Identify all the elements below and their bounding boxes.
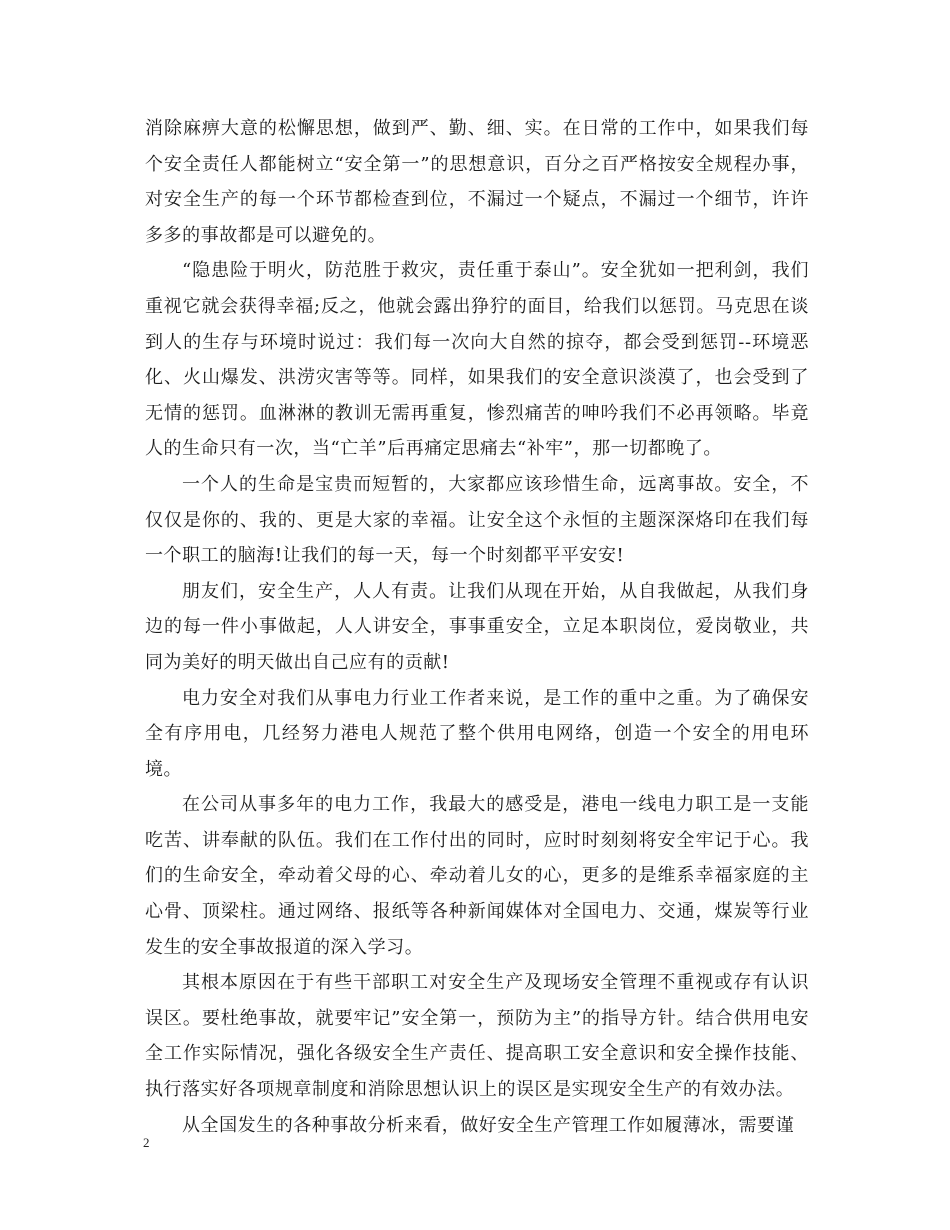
paragraph-5: 电力安全对我们从事电力行业工作者来说，是工作的重中之重。为了确保安全有序用电，几经努力港电人规范了整个供用电网络，创造一个安全的用电环境。 bbox=[145, 687, 809, 780]
paragraph-7: 其根本原因在于有些干部职工对安全生产及现场安全管理不重视或存有认识误区。要杜绝事故，就要牢记”安全第一，预防为主”的指导方针。结合供用电安全工作实际情况，强化各级安全生产责任、提高职工安全意识和安全操作技能、执行落实好各项规章制度和消除思想认识上的误区是实现安全生产的有效办法。 bbox=[145, 972, 809, 1101]
paragraph-2: “隐患险于明火，防范胜于救灾，责任重于泰山”。安全犹如一把利剑，我们重视它就会获得幸福;反之，他就会露出狰狞的面目，给我们以惩罚。马克思在谈到人的生存与环境时说过：我们每一次向大自然的掠夺，都会受到惩罚--环境恶化、火山爆发、洪涝灾害等等。同样，如果我们的安全意识淡漠了，也会受到了无情的惩罚。血淋淋的教训无需再重复，惨烈痛苦的呻吟我们不必再领略。毕竟人的生命只有一次，当“亡羊”后再痛定思痛去“补牢”，那一切都晚了。 bbox=[145, 260, 809, 460]
paragraph-4: 朋友们，安全生产，人人有责。让我们从现在开始，从自我做起，从我们身边的每一件小事做起，人人讲安全，事事重安全，立足本职岗位，爱岗敬业，共同为美好的明天做出自己应有的贡献! bbox=[145, 580, 809, 673]
paragraph-8: 从全国发生的各种事故分析来看，做好安全生产管理工作如履薄冰，需要谨 bbox=[182, 1114, 795, 1136]
body-text bbox=[145, 111, 809, 1143]
paragraph-1: 消除麻痹大意的松懈思想，做到严、勤、细、实。在日常的工作中，如果我们每个安全责任人都能树立“安全第一”的思想意识，百分之百严格按安全规程办事，对安全生产的每一个环节都检查到位，不漏过一个疑点，不漏过一个细节，许许多多的事故都是可以避免的。 bbox=[145, 118, 809, 246]
paragraph-6: 在公司从事多年的电力工作，我最大的感受是，港电一线电力职工是一支能吃苦、讲奉献的队伍。我们在工作付出的同时，应时时刻刻将安全牢记于心。我们的生命安全，牵动着父母的心、牵动着儿女的心，更多的是维系幸福家庭的主心骨、顶梁柱。通过网络、报纸等各种新闻媒体对全国电力、交通，煤炭等行业发生的安全事故报道的深入学习。 bbox=[145, 794, 809, 958]
paragraph-3: 一个人的生命是宝贵而短暂的，大家都应该珍惜生命，远离事故。安全，不仅仅是你的、我的、更是大家的幸福。让安全这个永恒的主题深深烙印在我们每一个职工的脑海!让我们的每一天，每一个时刻都平平安安! bbox=[145, 473, 809, 567]
page-number: 2 bbox=[143, 1135, 150, 1150]
